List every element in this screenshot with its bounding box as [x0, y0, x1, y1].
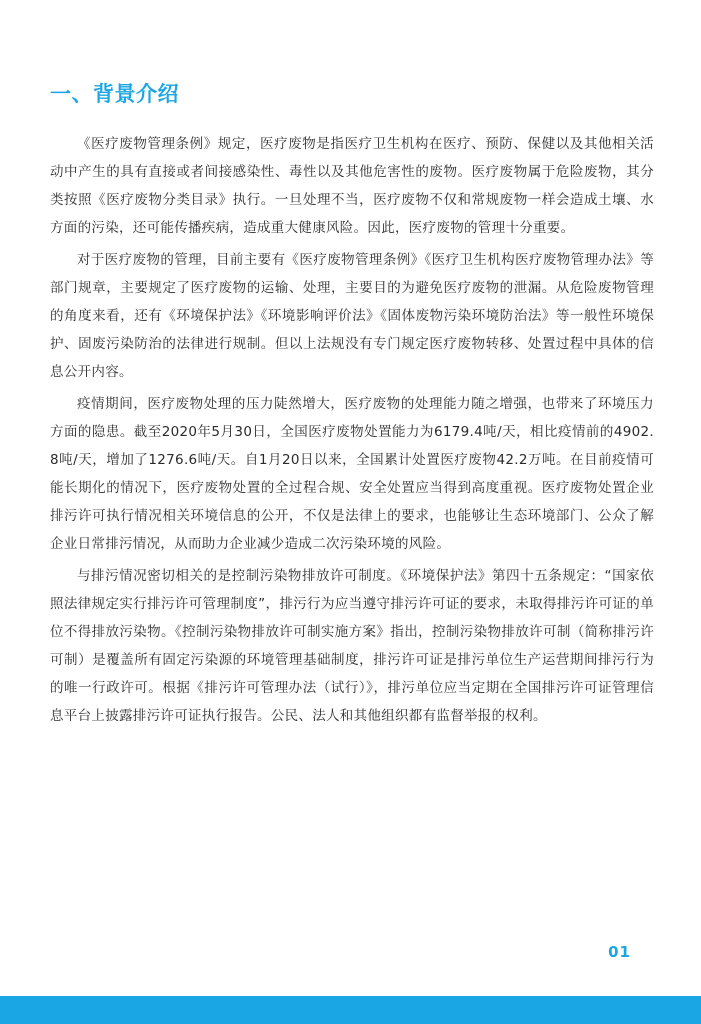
footer-bar: [0, 996, 701, 1024]
paragraph-1: 《医疗废物管理条例》规定，医疗废物是指医疗卫生机构在医疗、预防、保健以及其他相关活动中产生的具有直接或者间接感染性、毒性以及其他危害性的废物。医疗废物属于危险废物，其分类按照《医疗废物分类目录》执行。一旦处理不当，医疗废物不仅和常规废物一样会造成土壤、水方面的污染，还可能传播疾病，造成重大健康风险。因此，医疗废物的管理十分重要。: [50, 136, 654, 236]
paragraph-4: 与排污情况密切相关的是控制污染物排放许可制度。《环境保护法》第四十五条规定：“国家依照法律规定实行排污许可管理制度”，排污行为应当遵守排污许可证的要求，未取得排污许可证的单位不得排放污染物。《控制污染物排放许可制实施方案》指出，控制污染物排放许可制（简称排污许可制）是覆盖所有固定污染源的环境管理基础制度，排污许可证是排污单位生产运营期间排污行为的唯一行政许可。根据《排污许可管理办法（试行）》，排污单位应当定期在全国排污许可证管理信息平台上披露排污许可证执行报告。公民、法人和其他组织都有监督举报的权利。: [50, 568, 654, 724]
section-heading: 一、背景介绍: [50, 82, 179, 106]
page-number: 01: [608, 943, 631, 961]
paragraph-3: 疫情期间，医疗废物处理的压力陡然增大，医疗废物的处理能力随之增强，也带来了环境压力方面的隐患。截至2020年5月30日，全国医疗废物处置能力为6179.4吨/天，相比疫情前的4902.8吨/天，增加了1276.6吨/天。自1月20日以来，全国累计处置医疗废物42.2万吨。在目前疫情可能长期化的情况下，医疗废物处置的全过程合规、安全处置应当得到高度重视。医疗废物处置企业排污许可执行情况相关环境信息的公开，不仅是法律上的要求，也能够让生态环境部门、公众了解企业日常排污情况，从而助力企业减少造成二次污染环境的风险。: [50, 396, 654, 552]
paragraph-2: 对于医疗废物的管理，目前主要有《医疗废物管理条例》《医疗卫生机构医疗废物管理办法》等部门规章，主要规定了医疗废物的运输、处理，主要目的为避免医疗废物的泄漏。从危险废物管理的角度来看，还有《环境保护法》《环境影响评价法》《固体废物污染环境防治法》等一般性环境保护、固废污染防治的法律进行规制。但以上法规没有专门规定医疗废物转移、处置过程中具体的信息公开内容。: [50, 252, 654, 380]
body-text: [50, 130, 654, 734]
